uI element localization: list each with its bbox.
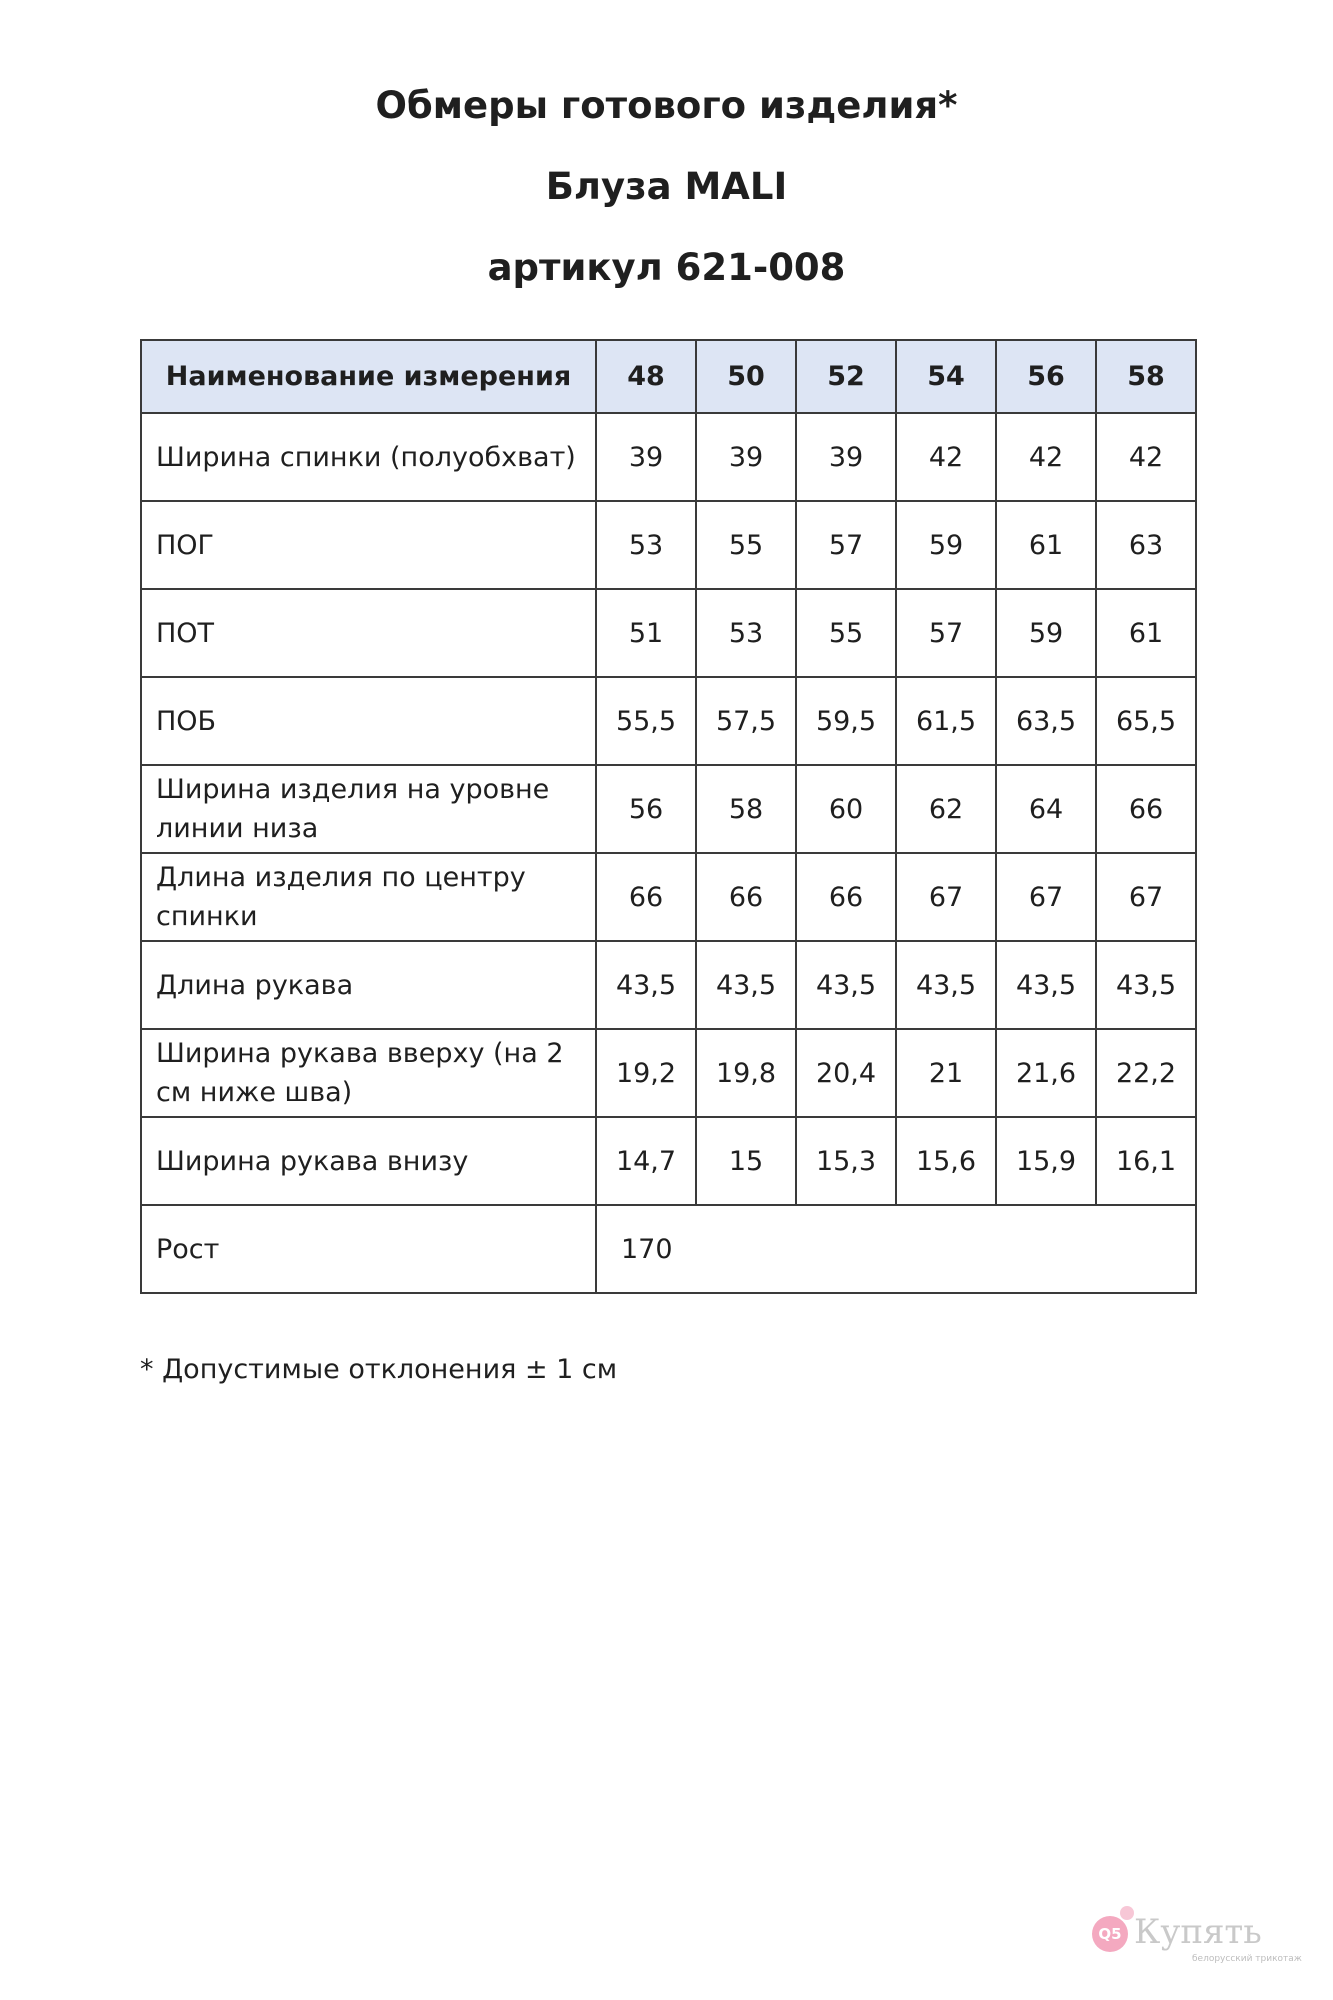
table-cell: 59 xyxy=(896,501,996,589)
table-cell: 66 xyxy=(1096,765,1196,853)
table-cell: 63 xyxy=(1096,501,1196,589)
table-row xyxy=(141,589,1196,677)
table-cell: 67 xyxy=(896,853,996,941)
article-number: артикул 621-008 xyxy=(487,246,846,289)
table-cell: 39 xyxy=(696,413,796,501)
table-cell: 66 xyxy=(596,853,696,941)
logo-badge-icon: Q5 xyxy=(1092,1916,1128,1952)
table-cell: 57 xyxy=(896,589,996,677)
table-cell: 51 xyxy=(596,589,696,677)
table-cell: 67 xyxy=(1096,853,1196,941)
product-name: Блуза MALI xyxy=(545,165,788,208)
header-size: 48 xyxy=(596,340,696,413)
table-cell: 43,5 xyxy=(1096,941,1196,1029)
header-size: 54 xyxy=(896,340,996,413)
table-row xyxy=(141,501,1196,589)
logo-tagline: белорусский трикотаж xyxy=(1192,1954,1302,1964)
table-cell: 59 xyxy=(996,589,1096,677)
table-row xyxy=(141,941,1196,1029)
logo-dot-icon xyxy=(1120,1906,1134,1920)
table-cell: 55 xyxy=(696,501,796,589)
row-label: Длина рукава xyxy=(141,941,596,1029)
brand-logo xyxy=(1092,1904,1302,1976)
table-cell: 43,5 xyxy=(696,941,796,1029)
table-cell: 62 xyxy=(896,765,996,853)
table-cell: 67 xyxy=(996,853,1096,941)
row-label: Ширина изделия на уровне линии низа xyxy=(141,765,596,853)
measurements-table xyxy=(140,339,1197,1294)
table-cell: 15 xyxy=(696,1117,796,1205)
table-cell: 57,5 xyxy=(696,677,796,765)
table-cell: 14,7 xyxy=(596,1117,696,1205)
table-cell: 59,5 xyxy=(796,677,896,765)
document-title: Обмеры готового изделия* xyxy=(375,84,958,127)
table-cell: 63,5 xyxy=(996,677,1096,765)
table-cell: 53 xyxy=(696,589,796,677)
row-label: Ширина спинки (полуобхват) xyxy=(141,413,596,501)
logo-name: Купять xyxy=(1134,1912,1262,1952)
row-label: Ширина рукава вверху (на 2 см ниже шва) xyxy=(141,1029,596,1117)
table-row xyxy=(141,413,1196,501)
header-size: 52 xyxy=(796,340,896,413)
header-size: 58 xyxy=(1096,340,1196,413)
table-row xyxy=(141,677,1196,765)
row-label: Ширина рукава внизу xyxy=(141,1117,596,1205)
table-cell: 42 xyxy=(1096,413,1196,501)
row-label: Длина изделия по центру спинки xyxy=(141,853,596,941)
row-label: ПОТ xyxy=(141,589,596,677)
table-cell: 43,5 xyxy=(596,941,696,1029)
table-cell: 15,9 xyxy=(996,1117,1096,1205)
table-cell: 61 xyxy=(1096,589,1196,677)
table-cell: 43,5 xyxy=(796,941,896,1029)
table-cell: 19,8 xyxy=(696,1029,796,1117)
header-size: 50 xyxy=(696,340,796,413)
tolerance-footnote: * Допустимые отклонения ± 1 см xyxy=(140,1354,618,1385)
table-row xyxy=(141,765,1196,853)
table-cell: 60 xyxy=(796,765,896,853)
table-cell: 61 xyxy=(996,501,1096,589)
height-value: 170 xyxy=(596,1205,1196,1293)
table-cell: 53 xyxy=(596,501,696,589)
table-row-height xyxy=(141,1205,1196,1293)
table-cell: 43,5 xyxy=(996,941,1096,1029)
table-body xyxy=(141,413,1196,1293)
table-row xyxy=(141,1117,1196,1205)
table-cell: 22,2 xyxy=(1096,1029,1196,1117)
table-cell: 15,6 xyxy=(896,1117,996,1205)
table-cell: 56 xyxy=(596,765,696,853)
table-header-row xyxy=(141,340,1196,413)
table-cell: 39 xyxy=(596,413,696,501)
table-cell: 42 xyxy=(896,413,996,501)
row-label: Рост xyxy=(141,1205,596,1293)
table-row xyxy=(141,853,1196,941)
table-cell: 64 xyxy=(996,765,1096,853)
table-cell: 15,3 xyxy=(796,1117,896,1205)
table-cell: 66 xyxy=(796,853,896,941)
table-cell: 21 xyxy=(896,1029,996,1117)
table-cell: 21,6 xyxy=(996,1029,1096,1117)
header-measurement-name: Наименование измерения xyxy=(141,340,596,413)
header-size: 56 xyxy=(996,340,1096,413)
table-cell: 55,5 xyxy=(596,677,696,765)
table-cell: 20,4 xyxy=(796,1029,896,1117)
table-cell: 65,5 xyxy=(1096,677,1196,765)
table-row xyxy=(141,1029,1196,1117)
row-label: ПОБ xyxy=(141,677,596,765)
row-label: ПОГ xyxy=(141,501,596,589)
table-cell: 43,5 xyxy=(896,941,996,1029)
table-cell: 19,2 xyxy=(596,1029,696,1117)
table-cell: 61,5 xyxy=(896,677,996,765)
table-cell: 66 xyxy=(696,853,796,941)
table-cell: 39 xyxy=(796,413,896,501)
table-cell: 55 xyxy=(796,589,896,677)
table-cell: 57 xyxy=(796,501,896,589)
table-cell: 16,1 xyxy=(1096,1117,1196,1205)
table-cell: 42 xyxy=(996,413,1096,501)
table-cell: 58 xyxy=(696,765,796,853)
